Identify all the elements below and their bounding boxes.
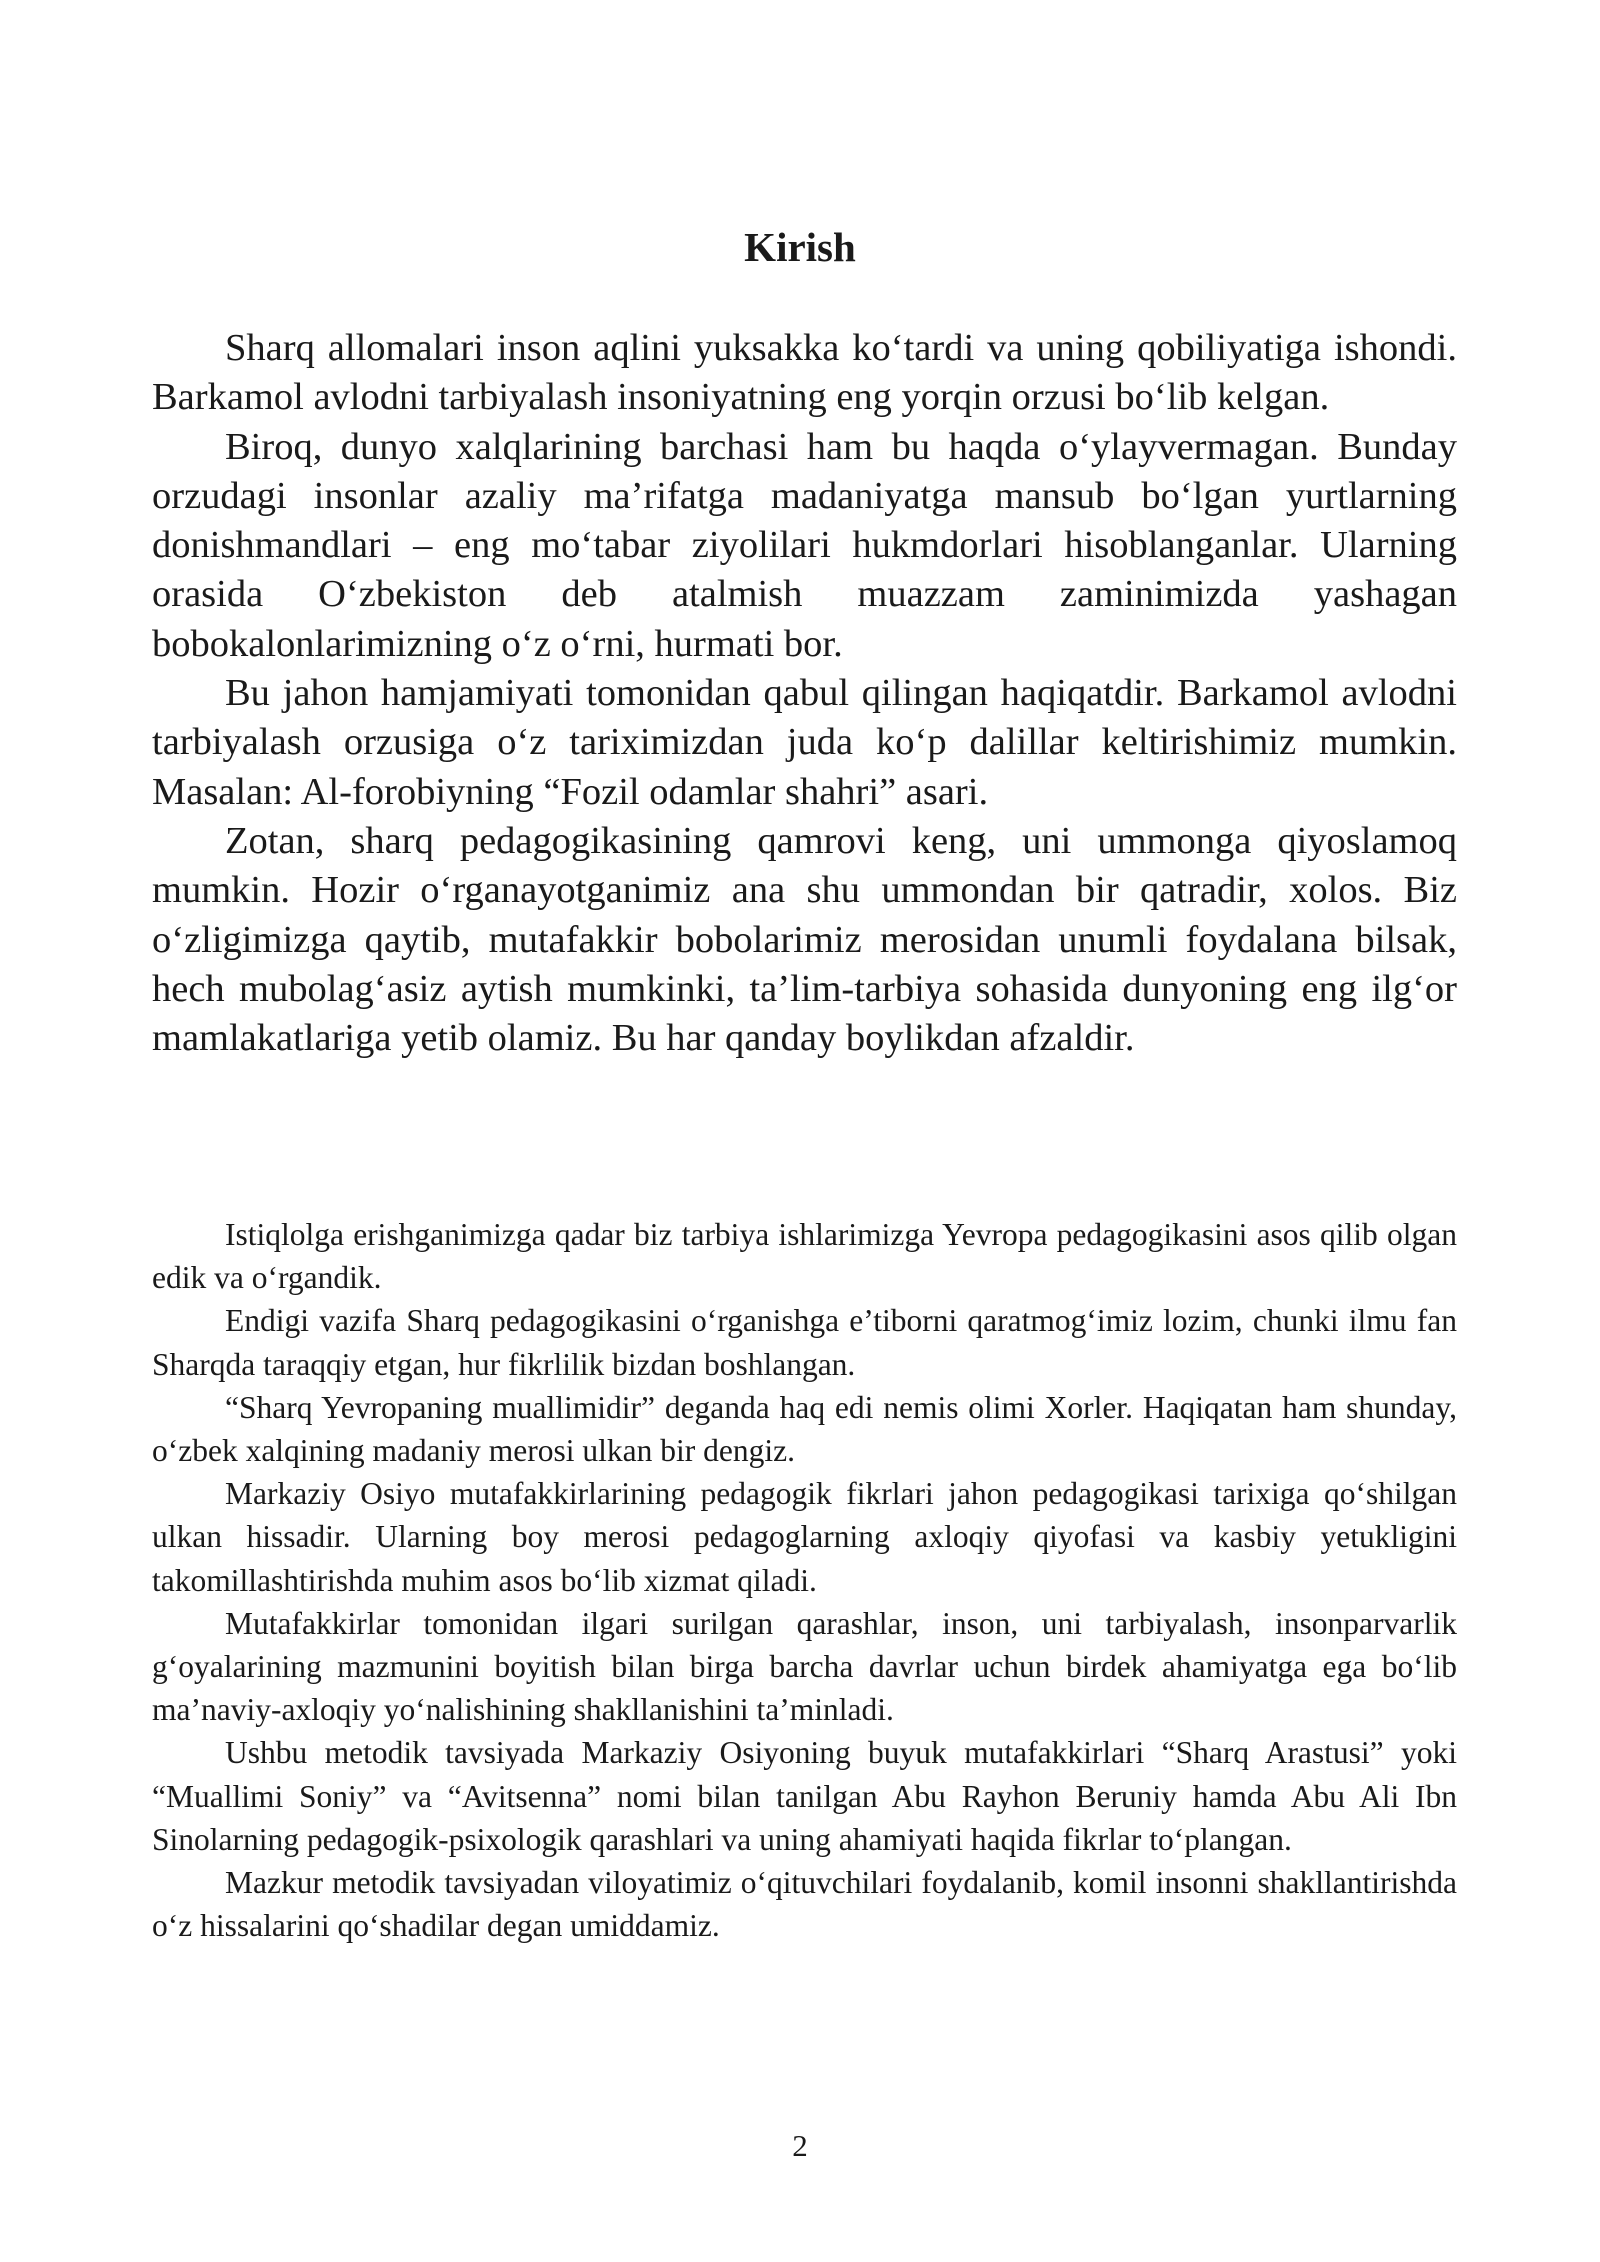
intro-body-large — [152, 324, 1457, 1063]
paragraph: Istiqlolga erishganimizga qadar biz tarbiya ishlarimizga Yevropa pedagogikasini asos qilib olgan edik va o‘rgandik. — [152, 1217, 1457, 1296]
paragraph: Mazkur metodik tavsiyadan viloyatimiz o‘qituvchilari foydalanib, komil insonni shakllantirishda o‘z hissalarini qo‘shadilar degan umiddamiz. — [152, 1865, 1457, 1944]
paragraph: Endigi vazifa Sharq pedagogikasini o‘rganishga e’tiborni qaratmog‘imiz lozim, chunki ilmu fan Sharqda taraqqiy etgan, hur fikrlilik bizdan boshlangan. — [152, 1303, 1457, 1382]
paragraph: Sharq allomalari inson aqlini yuksakka ko‘tardi va uning qobiliyatiga ishondi. Barkamol avlodni tarbiyalash insoniyatning eng yorqin orzusi bo‘lib kelgan. — [152, 327, 1457, 419]
intro-body-small — [152, 1213, 1457, 1947]
paragraph: Mutafakkirlar tomonidan ilgari surilgan qarashlar, inson, uni tarbiyalash, insonparvarlik g‘oyalarining mazmunini boyitish bilan birga barcha davrlar uchun birdek ahamiyatga ega bo‘lib ma’naviy-axloqiy yo‘nalishining shakllanishini ta’minladi. — [152, 1605, 1457, 1728]
paragraph: Ushbu metodik tavsiyada Markaziy Osiyoning buyuk mutafakkirlari “Sharq Arastusi” yoki “Muallimi Soniy” va “Avitsenna” nomi bilan tanilgan Abu Rayhon Beruniy hamda Abu Ali Ibn Sinolarning pedagogik-psixologik qarashlari va uning ahamiyati haqida fikrlar to‘plangan. — [152, 1735, 1457, 1857]
paragraph: “Sharq Yevropaning muallimidir” deganda haq edi nemis olimi Xorler. Haqiqatan ham shunday, o‘zbek xalqining madaniy merosi ulkan bir dengiz. — [152, 1389, 1457, 1469]
page-title: Kirish — [744, 224, 856, 270]
paragraph: Bu jahon hamjamiyati tomonidan qabul qilingan haqiqatdir. Barkamol avlodni tarbiyalash orzusiga o‘z tariximizdan juda ko‘p dalillar keltirishimiz mumkin. Masalan: Al-forobiyning “Fozil odamlar shahri” asari. — [152, 672, 1457, 813]
page-number: 2 — [792, 2128, 808, 2163]
paragraph: Biroq, dunyo xalqlarining barchasi ham bu haqda o‘ylayvermagan. Bunday orzudagi insonlar azaliy ma’rifatga madaniyatga mansub bo‘lgan yurtlarning donishmandlari – eng mo‘tabar ziyolilari hukmdorlari hisoblanganlar. Ularning orasida O‘zbekiston deb atalmish muazzam zaminimizda yashagan bobokalonlarimizning o‘z o‘rni, hurmati bor. — [152, 425, 1457, 665]
paragraph: Markaziy Osiyo mutafakkirlarining pedagogik fikrlari jahon pedagogikasi tarixiga qo‘shilgan ulkan hissadir. Ularning boy merosi pedagoglarning axloqiy qiyofasi va kasbiy yetukligini takomillashtirishda muhim asos bo‘lib xizmat qiladi. — [152, 1476, 1457, 1598]
paragraph: Zotan, sharq pedagogikasining qamrovi keng, uni ummonga qiyoslamoq mumkin. Hozir o‘rganayotganimiz ana shu ummondan bir qatradir, xolos. Biz o‘zligimizga qaytib, mutafakkir bobolarimiz merosidan unumli foydalana bilsak, hech mubolag‘asiz aytish mumkinki, ta’lim-tarbiya sohasida dunyoning eng ilg‘or mamlakatlariga yetib olamiz. Bu har qanday boylikdan afzaldir. — [152, 819, 1457, 1060]
